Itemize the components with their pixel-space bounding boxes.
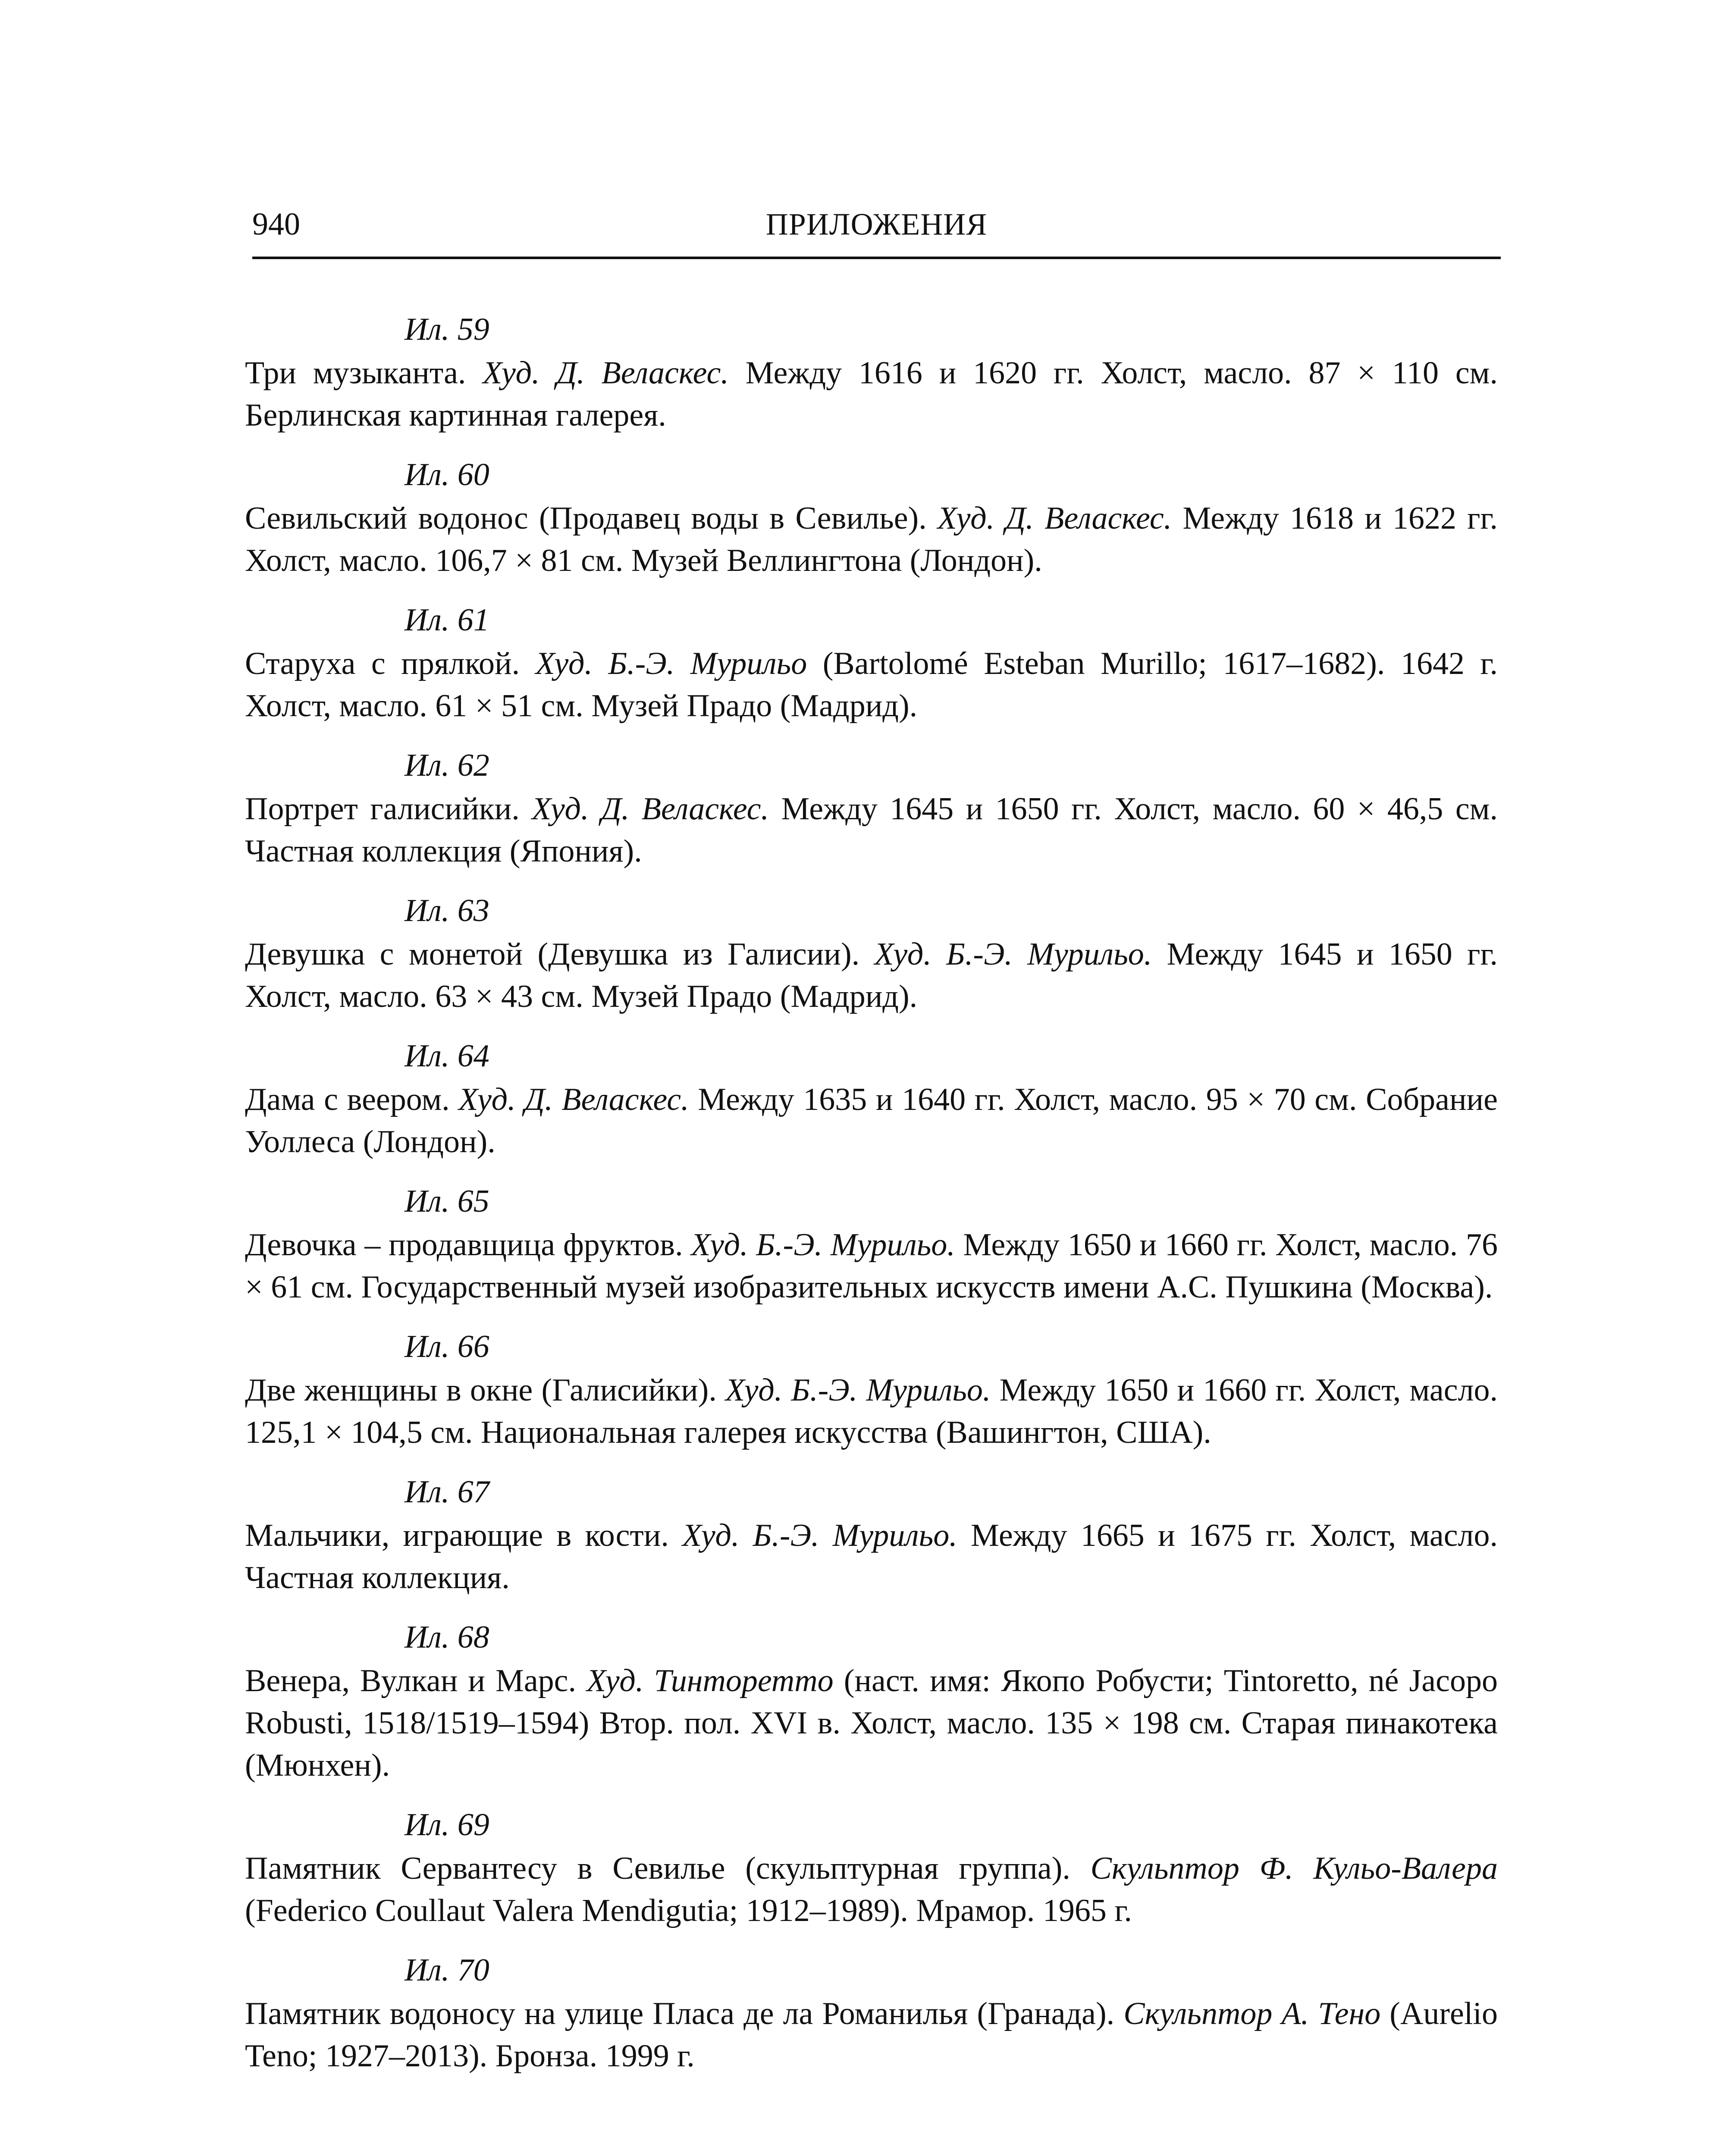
illustration-entry <box>245 1470 1498 1599</box>
caption-text: Между 1665 и 1675 гг. Холст, масло. Частная коллекция. <box>245 1518 1498 1595</box>
illustration-caption <box>245 1369 1498 1454</box>
illustration-label: Ил. 69 <box>405 1807 489 1843</box>
caption-text: Между 1616 и 1620 гг. Холст, масло. 87 × 110 см. Берлинская картинная галерея. <box>245 355 1498 433</box>
illustration-label: Ил. 62 <box>405 748 489 783</box>
illustration-list <box>245 307 1498 2093</box>
illustration-label: Ил. 70 <box>405 1952 489 1988</box>
caption-author: Скульптор Ф. Кульо-Валера <box>1090 1851 1498 1886</box>
caption-text: Между 1635 и 1640 гг. Холст, масло. 95 × 70 см. Собрание Уоллеса (Лондон). <box>245 1082 1498 1159</box>
caption-text: Три музыканта. <box>245 355 483 391</box>
illustration-entry <box>245 1179 1498 1308</box>
caption-text: Между 1645 и 1650 гг. Холст, масло. 60 × 46,5 см. Частная коллекция (Япония). <box>245 791 1498 869</box>
illustration-caption <box>245 1847 1498 1932</box>
caption-text: Портрет галисийки. <box>245 791 532 827</box>
caption-author: Худ. Б.-Э. Мурильо. <box>874 937 1152 972</box>
illustration-label: Ил. 66 <box>405 1329 489 1364</box>
illustration-caption <box>245 1078 1498 1163</box>
illustration-entry <box>245 452 1498 582</box>
illustration-entry <box>245 1802 1498 1932</box>
caption-text: (Aurelio Teno; 1927–2013). Бронза. 1999 г. <box>245 1996 1498 2074</box>
caption-author: Худ. Б.-Э. Мурильо. <box>682 1518 957 1553</box>
caption-text: (Federico Coullaut Valera Mendigutia; 1912–1989). Мрамор. 1965 г. <box>245 1893 1132 1928</box>
caption-author: Худ. Б.-Э. Мурильо. <box>725 1373 991 1408</box>
illustration-caption <box>245 642 1498 727</box>
caption-author: Худ. Д. Веласкес. <box>458 1082 689 1117</box>
illustration-caption <box>245 1514 1498 1599</box>
page-number: 940 <box>252 207 300 242</box>
illustration-entry <box>245 1324 1498 1454</box>
caption-author: Худ. Тинторетто <box>586 1663 834 1698</box>
illustration-entry <box>245 598 1498 727</box>
caption-text: Дама с веером. <box>245 1082 459 1117</box>
caption-text: Венера, Вулкан и Марс. <box>245 1663 587 1698</box>
caption-author: Худ. Д. Веласкес. <box>532 791 769 827</box>
illustration-label: Ил. 68 <box>405 1620 489 1655</box>
caption-text: Старуха с прялкой. <box>245 646 536 681</box>
illustration-entry <box>245 1615 1498 1786</box>
illustration-entry <box>245 307 1498 436</box>
illustration-label: Ил. 63 <box>405 893 489 928</box>
illustration-caption <box>245 933 1498 1018</box>
illustration-label: Ил. 67 <box>405 1474 489 1510</box>
illustration-caption <box>245 352 1498 436</box>
caption-text: Между 1618 и 1622 гг. Холст, масло. 106,7 × 81 см. Музей Веллингтона (Лондон). <box>245 501 1498 578</box>
caption-text: Между 1645 и 1650 гг. Холст, масло. 63 × 43 см. Музей Прадо (Мадрид). <box>245 937 1498 1014</box>
caption-author: Худ. Д. Веласкес. <box>483 355 729 391</box>
illustration-label: Ил. 60 <box>405 457 489 492</box>
caption-text: Севильский водонос (Продавец воды в Севилье). <box>245 501 938 536</box>
caption-author: Худ. Б.-Э. Мурильо. <box>691 1227 955 1263</box>
page-header <box>252 201 1501 259</box>
illustration-entry <box>245 743 1498 872</box>
caption-author: Худ. Д. Веласкес. <box>937 501 1172 536</box>
caption-text: Памятник Сервантесу в Севилье (скульптурная группа). <box>245 1851 1091 1886</box>
caption-author: Худ. Б.-Э. Мурильо <box>535 646 807 681</box>
illustration-entry <box>245 1948 1498 2077</box>
illustration-caption <box>245 1993 1498 2077</box>
illustration-caption <box>245 497 1498 582</box>
caption-text: Между 1650 и 1660 гг. Холст, масло. 76 × 61 см. Государственный музей изобразительных искусств имени А.С. Пушкина (Москва). <box>245 1227 1498 1305</box>
illustration-label: Ил. 65 <box>405 1184 489 1219</box>
caption-text: Мальчики, играющие в кости. <box>245 1518 683 1553</box>
illustration-label: Ил. 64 <box>405 1038 489 1074</box>
illustration-caption <box>245 1660 1498 1786</box>
caption-text: Девушка с монетой (Девушка из Галисии). <box>245 937 875 972</box>
illustration-entry <box>245 1034 1498 1163</box>
caption-author: Скульптор А. Тено <box>1123 1996 1381 2031</box>
running-head: ПРИЛОЖЕНИЯ <box>765 207 988 241</box>
caption-text: Памятник водоносу на улице Пласа де ла Романилья (Гранада). <box>245 1996 1124 2031</box>
caption-text: Между 1650 и 1660 гг. Холст, масло. 125,1 × 104,5 см. Национальная галерея искусства (Вашингтон, США). <box>245 1373 1498 1450</box>
illustration-entry <box>245 888 1498 1018</box>
illustration-label: Ил. 59 <box>405 312 489 347</box>
illustration-caption <box>245 1224 1498 1308</box>
illustration-caption <box>245 788 1498 872</box>
caption-text: Девочка – продавщица фруктов. <box>245 1227 691 1263</box>
illustration-label: Ил. 61 <box>405 602 489 638</box>
caption-text: (наст. имя: Якопо Робусти; Tintoretto, né Jacopo Robusti, 1518/1519–1594) Втор. пол. XVI в. Холст, масло. 135 × 198 см. Старая пинакотека (Мюнхен). <box>245 1663 1498 1783</box>
caption-text: Две женщины в окне (Галисийки). <box>245 1373 726 1408</box>
caption-text: (Bartolomé Esteban Murillo; 1617–1682). 1642 г. Холст, масло. 61 × 51 см. Музей Прадо (Мадрид). <box>245 646 1498 724</box>
